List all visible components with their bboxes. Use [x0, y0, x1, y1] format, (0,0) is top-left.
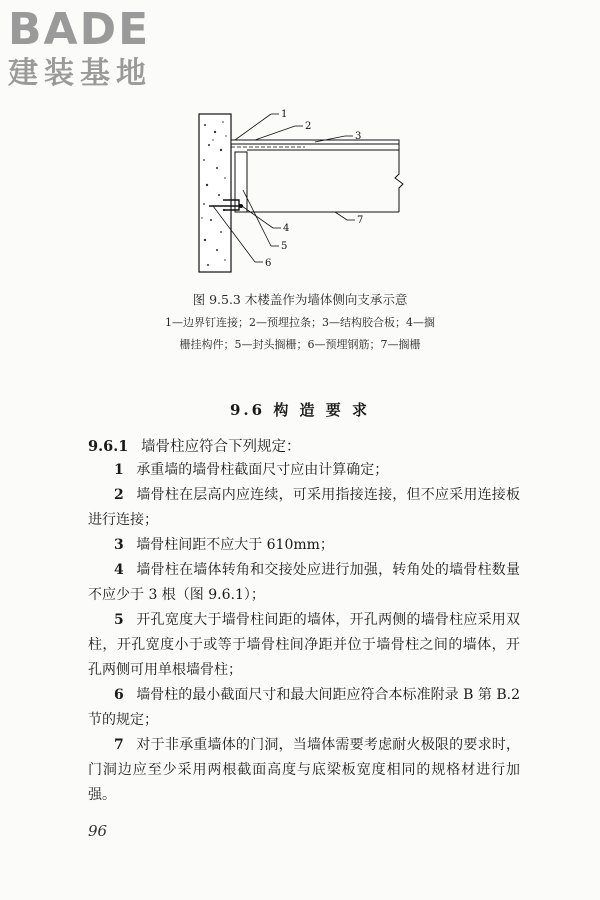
clause-item-2 — [88, 483, 520, 533]
figure-label-3: 3 — [355, 131, 362, 142]
item-text: 对于非承重墙体的门洞，当墙体需要考虑耐火极限的要求时，门洞边应至少采用两根截面高度与底梁板宽度相同的规格材进行加强。 — [88, 737, 521, 803]
clause-item-4 — [88, 558, 520, 608]
clause-item-3 — [88, 533, 520, 558]
figure-label-4: 4 — [283, 223, 290, 234]
figure-legend-line-1: 1—边界钉连接；2—预埋拉条；3—结构胶合板；4—搁 — [165, 316, 435, 329]
figure-label-1: 1 — [281, 109, 288, 120]
concrete-wall — [199, 114, 231, 272]
item-text: 开孔宽度大于墙骨柱间距的墙体，开孔两侧的墙骨柱应采用双柱，开孔宽度小于或等于墙骨柱间净距并位于墙骨柱之间的墙体，开孔两侧可用单根墙骨柱； — [88, 612, 521, 678]
figure-label-2: 2 — [305, 121, 312, 132]
figure-label-7: 7 — [357, 215, 364, 226]
item-number: 3 — [114, 537, 124, 553]
clause-lead-text: 墙骨柱应符合下列规定： — [140, 439, 301, 455]
item-number: 4 — [114, 562, 124, 578]
item-text: 墙骨柱在层高内应连续，可采用指接连接，但不应采用连接板进行连接； — [88, 487, 521, 528]
clause-item-1 — [88, 458, 520, 483]
item-number: 6 — [114, 687, 124, 703]
clause-item-7 — [88, 733, 520, 808]
item-number: 7 — [114, 737, 124, 753]
figure-label-6: 6 — [265, 258, 272, 269]
clause-number: 9.6.1 — [88, 438, 129, 455]
figure-caption-title: 图 9.5.3 木楼盖作为墙体侧向支承示意 — [192, 292, 408, 307]
item-text: 墙骨柱的最小截面尺寸和最大间距应符合本标准附录 B 第 B.2 节的规定； — [88, 687, 520, 728]
clause-item-5 — [88, 608, 520, 683]
figure-label-5: 5 — [281, 241, 288, 252]
item-text: 墙骨柱间距不应大于 610mm； — [136, 537, 334, 553]
item-text: 承重墙的墙骨柱截面尺寸应由计算确定； — [136, 462, 389, 478]
rim-joist — [235, 152, 247, 212]
item-number: 5 — [114, 612, 124, 628]
logo-sub-text: 建装基地 — [8, 56, 152, 91]
page-number: 96 — [88, 822, 108, 840]
figure-legend-line-2: 栅挂构件；5—封头搁栅；6—预埋钢筋；7—搁栅 — [179, 338, 421, 351]
item-text: 墙骨柱在墙体转角和交接处应进行加强，转角处的墙骨柱数量不应少于 3 根（图 9.6.1）； — [88, 562, 521, 603]
item-number: 1 — [114, 462, 124, 478]
brand-logo — [8, 6, 178, 92]
section-heading: 9.6 构 造 要 求 — [230, 401, 370, 419]
clause-lead — [88, 435, 300, 456]
floor-support-diagram — [195, 100, 425, 280]
item-number: 2 — [114, 487, 124, 503]
clause-item-6 — [88, 683, 520, 733]
logo-main-text: BADE — [8, 4, 151, 55]
